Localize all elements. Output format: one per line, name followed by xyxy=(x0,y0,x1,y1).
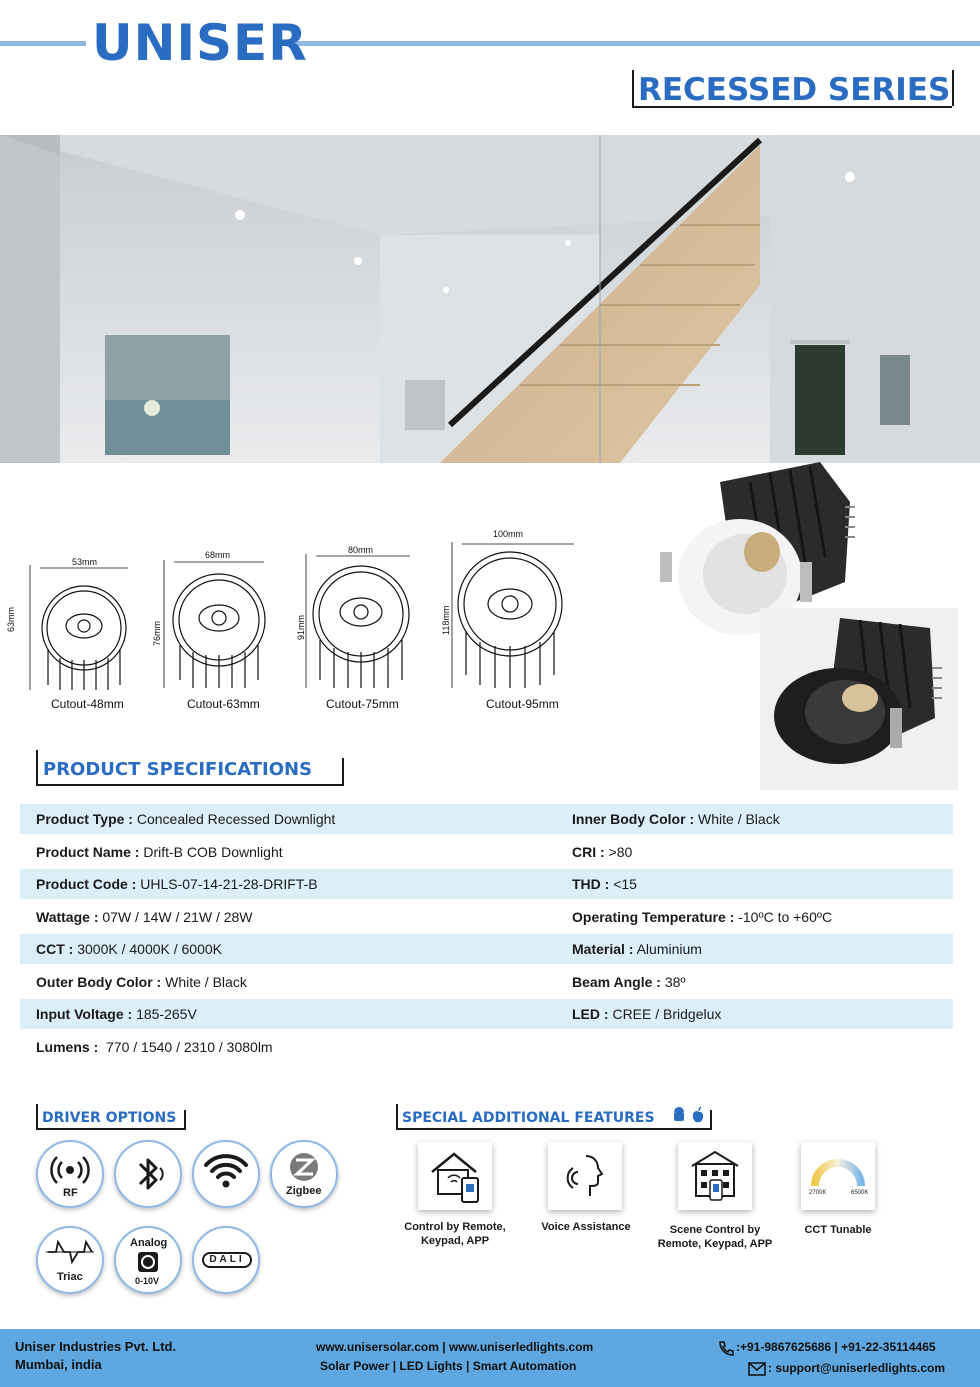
feature-card-cct xyxy=(801,1142,875,1210)
feature-card-scene xyxy=(678,1142,752,1210)
cutout-diagram-1 xyxy=(30,565,128,690)
spec-cct: CCT : 3000K / 4000K / 6000K xyxy=(36,941,223,957)
spec-thd: THD : <15 xyxy=(572,876,637,892)
spec-lumens: Lumens : 770 / 1540 / 2310 / 3080lm xyxy=(36,1039,273,1055)
spec-product-name: Product Name : Drift-B COB Downlight xyxy=(36,844,283,860)
feature-label-control: Control by Remote, Keypad, APP xyxy=(404,1221,506,1247)
footer-city: Mumbai, india xyxy=(15,1357,102,1372)
driver-triac xyxy=(36,1226,104,1294)
driver-heading: DRIVER OPTIONS xyxy=(42,1110,177,1126)
cutout-diagrams-svg xyxy=(0,520,640,720)
spec-outer-body-color: Outer Body Color : White / Black xyxy=(36,974,247,990)
footer-bar xyxy=(0,1329,980,1387)
header-rule-right xyxy=(286,41,980,46)
cct-high-label: 6500K xyxy=(851,1190,869,1196)
driver-analog-top-label: Analog xyxy=(130,1237,168,1249)
driver-zigbee xyxy=(270,1140,338,1208)
driver-bluetooth xyxy=(114,1140,182,1208)
bluetooth-icon xyxy=(116,1142,180,1206)
cutout-3-label: Cutout-75mm xyxy=(326,697,399,711)
mail-icon xyxy=(748,1362,766,1376)
driver-analog-bottom-label: 0-10V xyxy=(135,1276,160,1286)
spec-row-5 xyxy=(20,934,953,964)
cutout-3-width: 80mm xyxy=(348,545,374,555)
spec-led: LED : CREE / Bridgelux xyxy=(572,1006,722,1022)
driver-dali xyxy=(192,1226,260,1294)
cutout-1-height: 63mm xyxy=(6,606,16,632)
spec-row-1 xyxy=(20,804,953,834)
wifi-icon xyxy=(194,1142,258,1206)
spec-heading: PRODUCT SPECIFICATIONS xyxy=(43,759,313,780)
spec-inner-body-color: Inner Body Color : White / Black xyxy=(572,811,780,827)
footer-email[interactable]: : support@uniserledlights.com xyxy=(768,1361,946,1375)
driver-triac-label: Triac xyxy=(57,1271,83,1283)
feature-label-cct: CCT Tunable xyxy=(804,1224,872,1236)
spec-product-code: Product Code : UHLS-07-14-21-28-DRIFT-B xyxy=(36,876,318,892)
feature-label-scene: Scene Control by Remote, Keypad, APP xyxy=(657,1224,773,1250)
feature-card-control xyxy=(418,1142,492,1210)
spec-product-type: Product Type : Concealed Recessed Downlight xyxy=(36,811,336,827)
cutout-diagram-2 xyxy=(164,560,265,688)
series-title: RECESSED SERIES xyxy=(638,72,951,108)
spec-operating-temperature: Operating Temperature : -10ºC to +60ºC xyxy=(572,909,833,925)
spec-material: Material : Aluminium xyxy=(572,941,702,957)
smart-home-remote-icon xyxy=(418,1142,492,1210)
cutout-1-label: Cutout-48mm xyxy=(51,697,124,711)
cutout-diagram-4 xyxy=(452,542,574,688)
driver-rf xyxy=(36,1140,104,1208)
cct-low-label: 2700K xyxy=(809,1190,827,1196)
product-photo-black xyxy=(760,608,958,790)
cutout-2-height: 76mm xyxy=(152,620,162,646)
footer-phone[interactable]: :+91-9867625686 | +91-22-35114465 xyxy=(736,1340,936,1354)
driver-wifi xyxy=(192,1140,260,1208)
hero-interior-photo xyxy=(0,135,980,463)
cutout-4-height: 118mm xyxy=(441,605,451,635)
cutout-3-height: 91mm xyxy=(296,614,306,640)
spec-row-6 xyxy=(20,967,953,997)
footer-company: Uniser Industries Pvt. Ltd. xyxy=(15,1339,177,1354)
phone-icon xyxy=(717,1340,735,1356)
cutout-2-label: Cutout-63mm xyxy=(187,697,260,711)
android-apple-icon xyxy=(670,1106,710,1124)
cutout-diagrams xyxy=(0,520,640,720)
cutout-4-label: Cutout-95mm xyxy=(486,697,559,711)
spec-row-3 xyxy=(20,869,953,899)
brand-logo: UNISER xyxy=(92,14,308,72)
spec-row-4 xyxy=(20,902,953,932)
footer-tagline: Solar Power | LED Lights | Smart Automation xyxy=(320,1359,577,1373)
scene-control-icon xyxy=(678,1142,752,1210)
driver-analog xyxy=(114,1226,182,1294)
spec-beam-angle: Beam Angle : 38º xyxy=(572,974,686,990)
driver-rf-label: RF xyxy=(63,1187,78,1199)
spec-row-7 xyxy=(20,999,953,1029)
cutout-4-width: 100mm xyxy=(493,529,524,539)
driver-zigbee-label: Zigbee xyxy=(286,1185,322,1197)
cutout-1-width: 53mm xyxy=(72,557,98,567)
footer-websites[interactable]: www.unisersolar.com | www.uniserledlights.com xyxy=(316,1340,594,1354)
cutout-diagram-3 xyxy=(306,554,410,688)
spec-input-voltage: Input Voltage : 185-265V xyxy=(36,1006,197,1022)
feature-card-voice xyxy=(548,1142,622,1210)
spec-row-2 xyxy=(20,837,953,867)
voice-assistant-icon xyxy=(548,1142,622,1210)
features-heading: SPECIAL ADDITIONAL FEATURES xyxy=(402,1110,655,1126)
spec-cri: CRI : >80 xyxy=(572,844,633,860)
spec-wattage: Wattage : 07W / 14W / 21W / 28W xyxy=(36,909,253,925)
feature-label-voice: Voice Assistance xyxy=(541,1221,631,1233)
dali-logo: DALI xyxy=(202,1252,252,1268)
spec-row-8 xyxy=(20,1032,953,1062)
header-rule-left xyxy=(0,41,86,46)
cutout-2-width: 68mm xyxy=(205,550,231,560)
cct-tunable-gauge-icon xyxy=(801,1142,875,1210)
